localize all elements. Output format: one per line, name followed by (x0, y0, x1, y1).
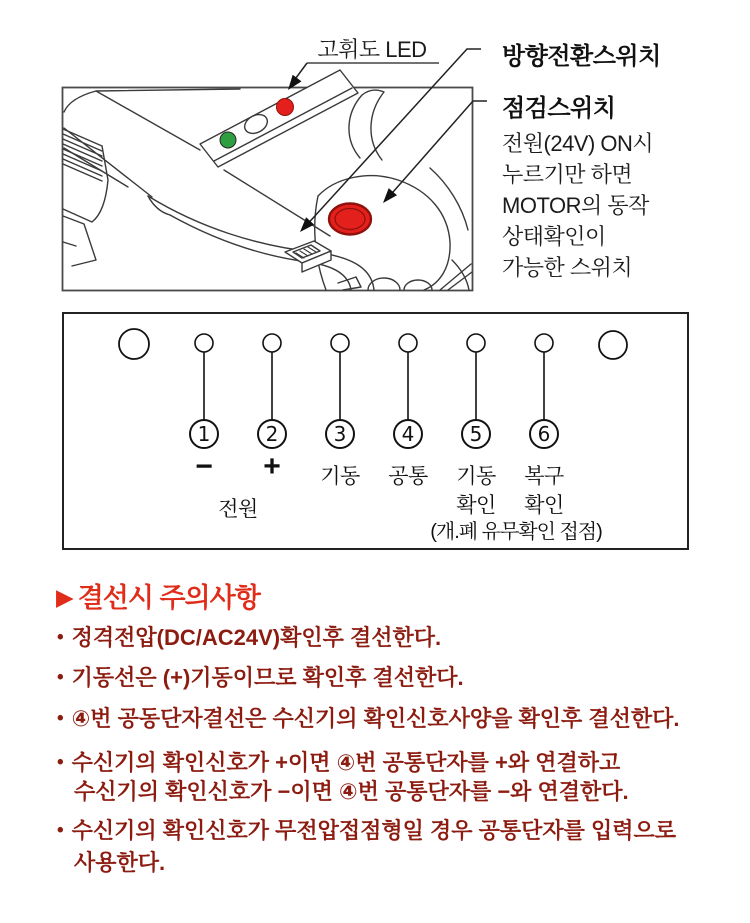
triangle-marker-icon: ▶ (56, 584, 73, 610)
caution-text: 정격전압(DC/AC24V)확인후 결선한다. (71, 625, 442, 650)
caution-item-continuation (74, 846, 165, 877)
terminal-number: 3 (333, 422, 347, 446)
power-group-label: 전원 (218, 498, 258, 521)
green-led (220, 132, 236, 148)
caution-title-text: 결선시 주의사항 (77, 583, 260, 613)
description-line: MOTOR의 동작 (502, 193, 649, 218)
inspection-switch-description (502, 128, 653, 283)
description-line: 누르기만 하면 (502, 162, 633, 187)
description-line: 상태확인이 (502, 224, 606, 249)
contact-note: (개.폐 유무확인 접점) (430, 521, 602, 543)
description-line: 가능한 스위치 (502, 255, 633, 280)
caution-item (57, 814, 676, 845)
caution-item (57, 661, 464, 692)
caution-text: 기동선은 (+)기동이므로 확인후 결선한다. (71, 665, 464, 690)
caution-item (57, 621, 441, 652)
caution-text: 사용한다. (74, 850, 166, 875)
direction-switch-label: 방향전환스위치 (502, 43, 661, 70)
terminal-label-start-confirm-2: 확인 (456, 494, 496, 517)
bullet-icon: • (57, 627, 64, 648)
terminal-label-minus: − (195, 450, 213, 483)
terminal-number: 1 (197, 422, 211, 446)
terminal-label-restore-confirm-2: 확인 (524, 494, 564, 517)
terminal-label-start-confirm-1: 기동 (456, 465, 496, 488)
bullet-icon: • (57, 752, 64, 773)
terminal-diagram (0, 310, 750, 560)
terminal-number: 2 (265, 422, 279, 446)
inspection-switch-label: 점검스위치 (502, 95, 616, 122)
red-led (277, 99, 294, 116)
bullet-icon: • (57, 667, 64, 688)
terminal-number: 6 (537, 422, 551, 446)
description-line: 전원(24V) ON시 (502, 131, 654, 156)
terminal-label-common: 공통 (388, 465, 428, 488)
terminal-label-start: 기동 (320, 465, 360, 488)
bullet-icon: • (57, 820, 64, 841)
terminal-label-plus: + (263, 450, 281, 483)
caution-title (56, 576, 260, 615)
terminal-label-restore-confirm-1: 복구 (524, 465, 564, 488)
caution-item (57, 702, 680, 733)
terminal-number: 5 (469, 422, 483, 446)
caution-text: 수신기의 확인신호가 무전압접점형일 경우 공통단자를 입력으로 (71, 818, 677, 843)
caution-item (57, 746, 620, 777)
caution-text: ④번 공동단자결선은 수신기의 확인신호사양을 확인후 결선한다. (71, 706, 680, 731)
caution-text: 수신기의 확인신호가 +이면 ④번 공통단자를 +와 연결하고 (71, 750, 621, 775)
bullet-icon: • (57, 708, 64, 729)
terminal-number: 4 (401, 422, 415, 446)
led-label: 고휘도 LED (317, 37, 427, 62)
caution-item-continuation (74, 775, 629, 806)
terminal-frame (63, 313, 688, 549)
caution-text: 수신기의 확인신호가 −이면 ④번 공통단자를 −와 연결한다. (74, 779, 629, 804)
